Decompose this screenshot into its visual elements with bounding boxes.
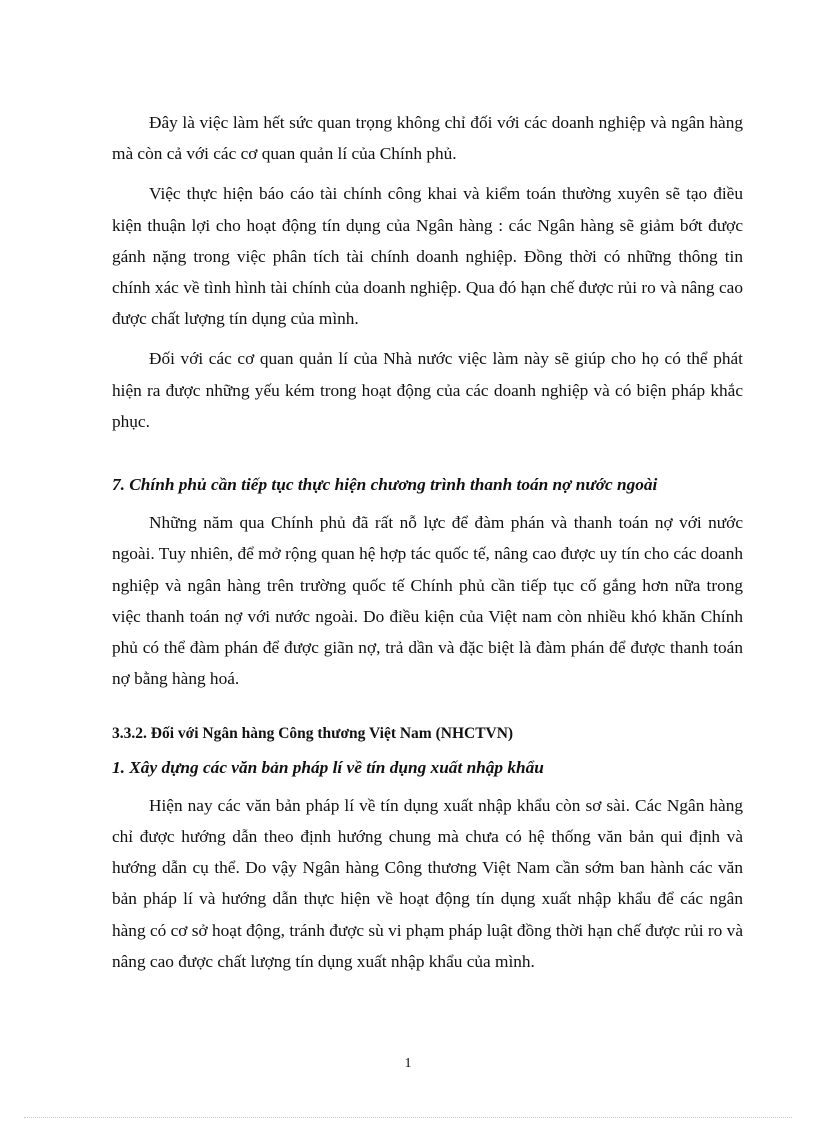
paragraph-foreign-debt: Những năm qua Chính phủ đã rất nỗ lực để đàm phán và thanh toán nợ với nước ngoài. Tuy nhiên, để mở rộng quan hệ hợp tác quốc tế, nâng cao được uy tín cho các doanh nghiệp và ngân hàng trên trường quốc tế Chính phủ cần tiếp tục cố gắng hơn nữa trong việc thanh toán nợ với nước ngoài. Do điều kiện của Việt nam còn nhiều khó khăn Chính phủ có thể đàm phán để được giãn nợ, trả dần và đặc biệt là đàm phán để được thanh toán nợ bằng hàng hoá. (112, 513, 743, 689)
heading-legal-documents: 1. Xây dựng các văn bản pháp lí về tín dụng xuất nhập khẩu (112, 757, 544, 777)
paragraph-legal-documents: Hiện nay các văn bản pháp lí về tín dụng xuất nhập khẩu còn sơ sài. Các Ngân hàng chỉ được hướng dẫn theo định hướng chung mà chưa có hệ thống văn bản qui định và hướng dẫn cụ thể. Do vậy Ngân hàng Công thương Việt Nam cần sớm ban hành các văn bản pháp lí và hướng dẫn thực hiện về hoạt động tín dụng xuất nhập khẩu để các ngân hàng có cơ sở hoạt động, tránh được sù vi phạm pháp luật đồng thời hạn chế được rủi ro và nâng cao được chất lượng tín dụng xuất nhập khẩu của mình. (112, 795, 743, 971)
section-title-332: 3.3.2. Đối với Ngân hàng Công thương Việt Nam (NHCTVN) (112, 725, 514, 743)
page-number: 1 (404, 1056, 412, 1071)
paragraph-financial-reporting: Việc thực hiện báo cáo tài chính công khai và kiểm toán thường xuyên sẽ tạo điều kiện thuận lợi cho hoạt động tín dụng của Ngân hàng : các Ngân hàng sẽ giảm bớt được gánh nặng trong việc phân tích tài chính doanh nghiệp. Đồng thời có những thông tin chính xác về tình hình tài chính của doanh nghiệp. Qua đó hạn chế được rủi ro và nâng cao được chất lượng tín dụng của mình. (112, 184, 743, 329)
document-body (112, 107, 743, 977)
footer-divider (24, 1117, 792, 1118)
paragraph-importance: Đây là việc làm hết sức quan trọng không chỉ đối với các doanh nghiệp và ngân hàng mà còn cả với các cơ quan quản lí của Chính phủ. (112, 113, 743, 164)
paragraph-state-agencies: Đối với các cơ quan quản lí của Nhà nước việc làm này sẽ giúp cho họ có thể phát hiện ra được những yếu kém trong hoạt động của các doanh nghiệp và có biện pháp khắc phục. (112, 349, 743, 431)
heading-foreign-debt: 7. Chính phủ cần tiếp tục thực hiện chương trình thanh toán nợ nước ngoài (112, 475, 658, 495)
